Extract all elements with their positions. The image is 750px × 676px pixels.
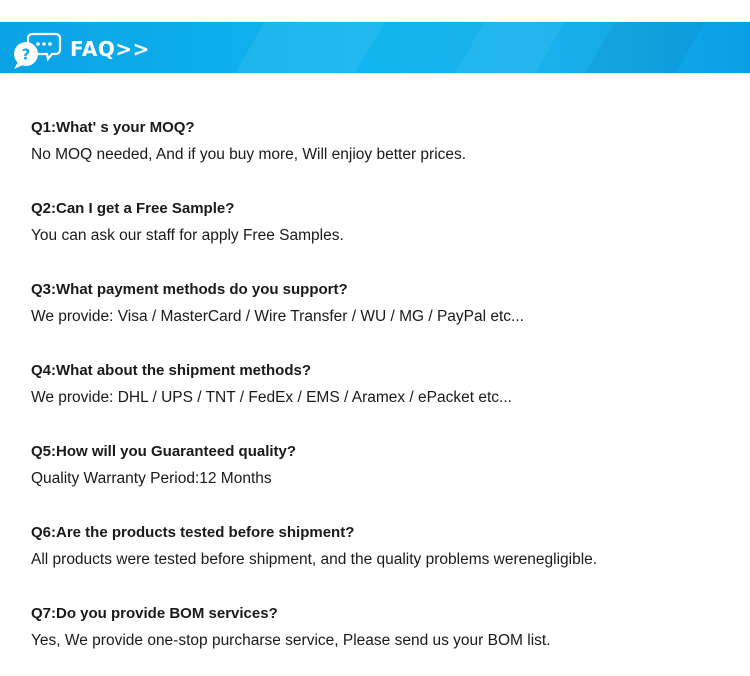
banner-facet <box>235 22 384 73</box>
faq-answer: Quality Warranty Period:12 Months <box>31 470 272 487</box>
banner-facet <box>585 22 704 73</box>
faq-question: Q3:What payment methods do you support? <box>31 281 348 298</box>
faq-answer: No MOQ needed, And if you buy more, Will enjioy better prices. <box>31 146 467 163</box>
faq-item <box>31 523 731 604</box>
faq-speech-bubble-icon <box>10 31 64 71</box>
banner-facet <box>455 22 564 73</box>
page-title: FAQ>> <box>70 37 150 61</box>
faq-question: Q5:How will you Guaranteed quality? <box>31 443 297 460</box>
faq-banner <box>0 22 750 73</box>
faq-item <box>31 280 731 361</box>
faq-item <box>31 361 731 442</box>
faq-question: Q6:Are the products tested before shipment? <box>31 524 355 541</box>
svg-text:?: ? <box>21 45 31 64</box>
faq-item <box>31 199 731 280</box>
faq-item <box>31 604 731 676</box>
faq-answer: All products were tested before shipment, and the quality problems werenegligible. <box>31 551 598 568</box>
faq-question: Q2:Can I get a Free Sample? <box>31 200 235 217</box>
faq-question: Q1:What' s your MOQ? <box>31 119 195 136</box>
faq-answer: Yes, We provide one-stop purcharse service, Please send us your BOM list. <box>31 632 551 649</box>
faq-question: Q4:What about the shipment methods? <box>31 362 311 379</box>
faq-answer: You can ask our staff for apply Free Samples. <box>31 227 344 244</box>
faq-answer: We provide: Visa / MasterCard / Wire Transfer / WU / MG / PayPal etc... <box>31 308 524 325</box>
faq-answer: We provide: DHL / UPS / TNT / FedEx / EMS / Aramex / ePacket etc... <box>31 389 512 406</box>
faq-item <box>31 442 731 523</box>
faq-list <box>31 118 731 676</box>
faq-item <box>31 118 731 199</box>
faq-question: Q7:Do you provide BOM services? <box>31 605 278 622</box>
